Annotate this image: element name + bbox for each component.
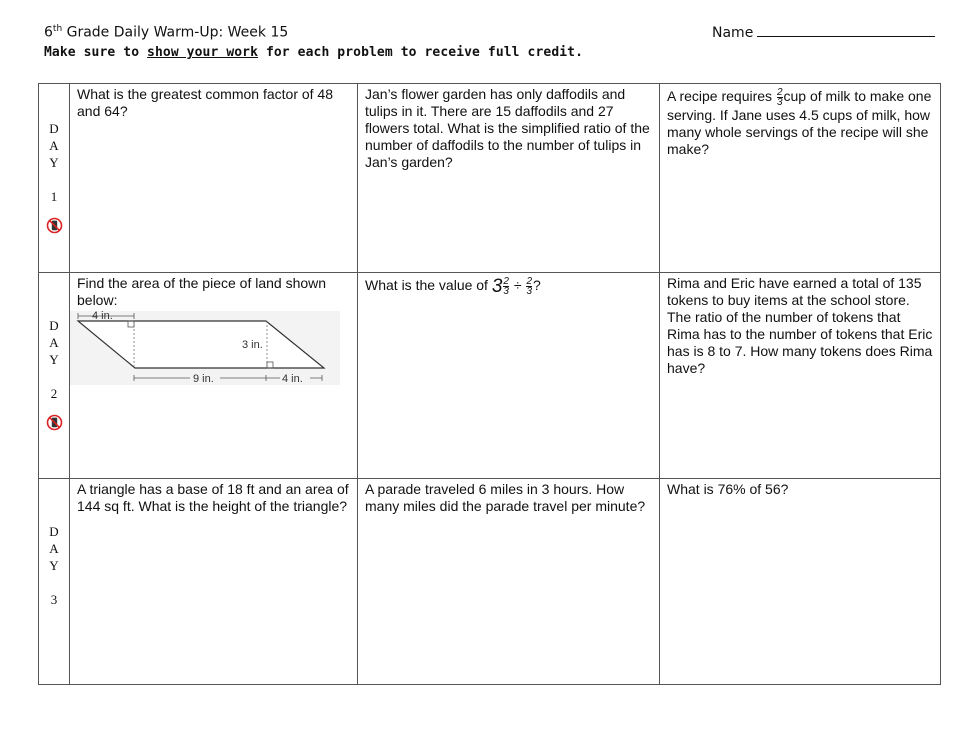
problem-cell[interactable] bbox=[358, 84, 660, 273]
problem-cell[interactable] bbox=[70, 273, 358, 479]
day-row-2 bbox=[39, 273, 941, 479]
base-label: 9 in. bbox=[193, 373, 214, 385]
question-text: A triangle has a base of 18 ft and an area of 144 sq ft. What is the height of the triangle? bbox=[77, 481, 349, 514]
problem-cell[interactable] bbox=[660, 273, 941, 479]
day-label: D A Y 2 bbox=[39, 317, 69, 431]
parallelogram-figure bbox=[70, 311, 340, 385]
problem-cell[interactable] bbox=[70, 84, 358, 273]
fraction: $\frac{2}{3}$ bbox=[776, 87, 783, 108]
day-label: D A Y 3 bbox=[49, 524, 59, 607]
no-calculator-icon bbox=[46, 414, 63, 431]
warmup-grid bbox=[38, 83, 941, 685]
right-extension-label: 4 in. bbox=[282, 373, 303, 385]
question-text: A recipe requires $\frac{2}{3}$ cup of milk to make one serving. If Jane uses 4.5 cups of milk, how many whole servings of the recipe will she make? bbox=[667, 87, 932, 157]
instructions: Make sure to show your work for each problem to receive full credit. bbox=[44, 45, 584, 60]
problem-cell[interactable] bbox=[660, 84, 941, 273]
fraction: $\frac{2}{3}$ bbox=[526, 276, 533, 297]
day-label-cell bbox=[39, 479, 70, 685]
question-text: Rima and Eric have earned a total of 135 tokens to buy items at the school store. The ratio of the number of tokens that Rima has to the number of tokens that Eric has is 8 to 7. How many tokens does Rima have? bbox=[667, 275, 933, 376]
name-blank-line[interactable] bbox=[757, 24, 935, 37]
problem-cell[interactable] bbox=[358, 273, 660, 479]
problem-cell[interactable] bbox=[358, 479, 660, 685]
day-label: D A Y 1 bbox=[39, 120, 69, 234]
day-row-1 bbox=[39, 84, 941, 273]
fraction: $\frac{2}{3}$ bbox=[503, 276, 509, 297]
name-label: Name bbox=[712, 25, 754, 41]
question-text: Jan’s flower garden has only daffodils and tulips in it. There are 15 daffodils and 27 flowers total. What is the simplified ratio of the number of daffodils to the number of tulips in Jan’s garden? bbox=[365, 86, 650, 170]
day-label-cell bbox=[39, 84, 70, 273]
question-text: A parade traveled 6 miles in 3 hours. How many miles did the parade travel per minute? bbox=[365, 481, 646, 514]
worksheet-title: 6th Grade Daily Warm-Up: Week 15 bbox=[44, 24, 289, 41]
question-text: Find the area of the piece of land shown below: bbox=[77, 275, 327, 308]
day-row-3 bbox=[39, 479, 941, 685]
top-dimension-label: 4 in. bbox=[92, 311, 113, 322]
question-text: What is the greatest common factor of 48 and 64? bbox=[77, 86, 334, 119]
name-field[interactable] bbox=[712, 24, 935, 41]
no-calculator-icon bbox=[46, 217, 63, 234]
problem-cell[interactable] bbox=[660, 479, 941, 685]
question-text: What is 76% of 56? bbox=[667, 481, 789, 497]
problem-cell[interactable] bbox=[70, 479, 358, 685]
day-label-cell bbox=[39, 273, 70, 479]
question-text: What is the value of 3 $\frac{2}{3}$ ÷ $\frac{2}{3}$ ? bbox=[365, 276, 541, 297]
height-label: 3 in. bbox=[242, 339, 263, 351]
